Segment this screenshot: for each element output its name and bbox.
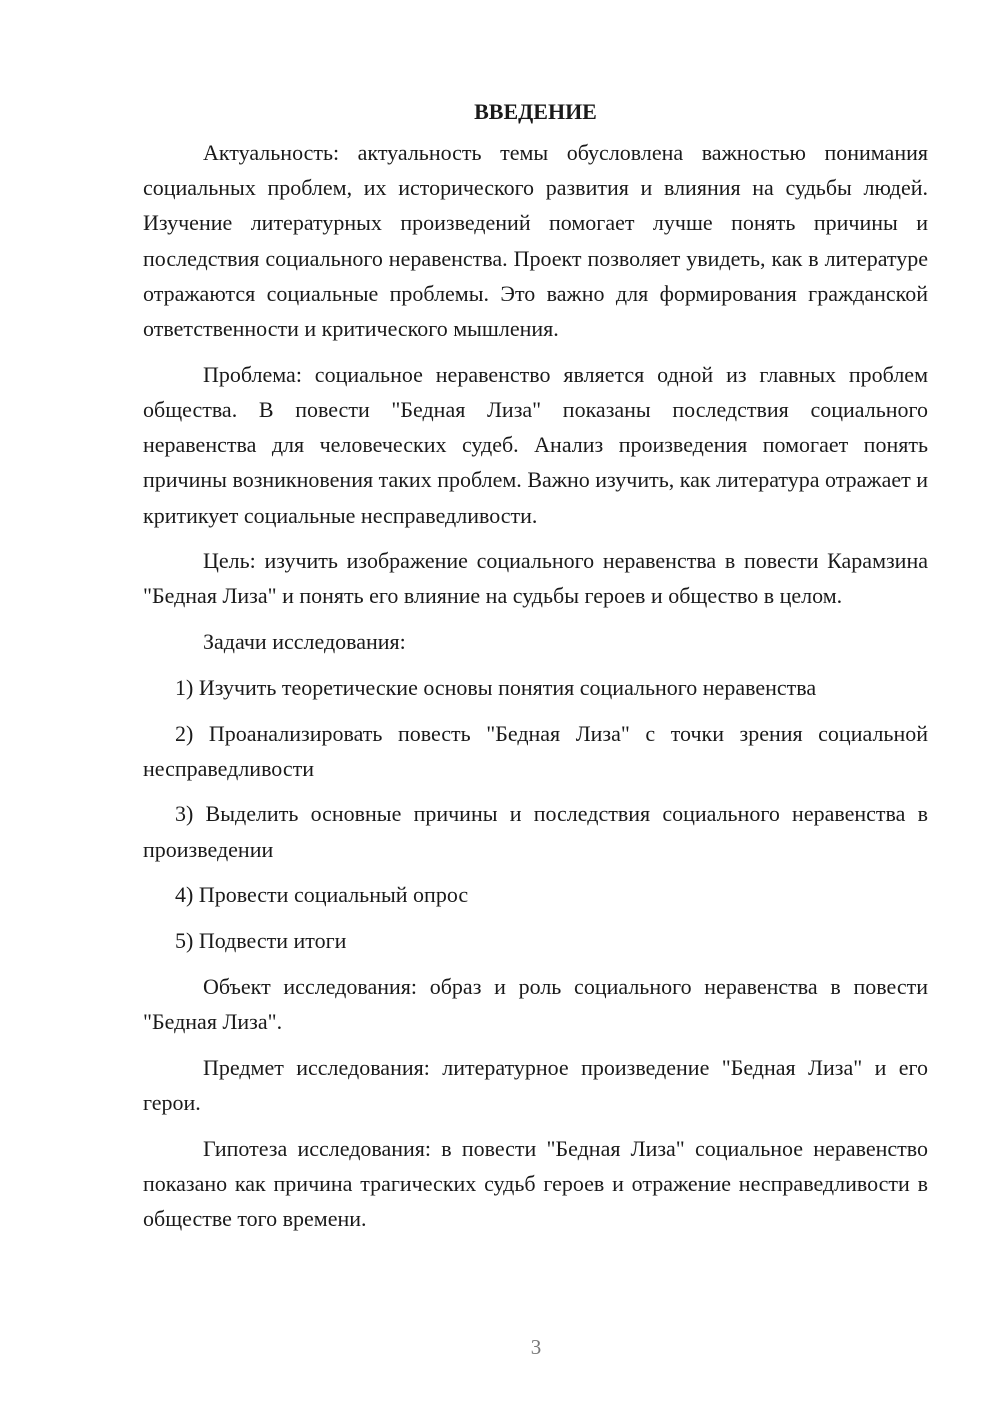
hypothesis-paragraph: Гипотеза исследования: в повести "Бедная Лиза" социальное неравенство показано как причина трагических судьб героев и отражение несправедливости в обществе того времени.: [143, 1135, 928, 1231]
subject-paragraph: Предмет исследования: литературное произведение "Бедная Лиза" и его герои.: [143, 1054, 928, 1115]
task-item-4: 4) Провести социальный опрос: [175, 882, 469, 908]
object-paragraph: Объект исследования: образ и роль социального неравенства в повести "Бедная Лиза".: [143, 973, 928, 1034]
task-item-3: 3) Выделить основные причины и последствия социального неравенства в произведении: [143, 801, 928, 862]
goal-paragraph: Цель: изучить изображение социального неравенства в повести Карамзина "Бедная Лиза" и понять его влияние на судьбы героев и общество в целом.: [143, 548, 928, 609]
document-page: [143, 94, 928, 1247]
task-item-5: 5) Подвести итоги: [175, 928, 347, 954]
tasks-title: Задачи исследования:: [203, 629, 406, 655]
task-item-2: 2) Проанализировать повесть "Бедная Лиза" с точки зрения социальной несправедливости: [143, 720, 928, 781]
relevance-paragraph: Актуальность: актуальность темы обусловлена важностью понимания социальных проблем, их исторического развития и влияния на судьбы людей. Изучение литературных произведений помогает лучше понять причины и последствия социального неравенства. Проект позволяет увидеть, как в литературе отражаются социальные проблемы. Это важно для формирования гражданской ответственности и критического мышления.: [143, 140, 928, 342]
section-heading: ВВЕДЕНИЕ: [474, 99, 597, 124]
page-number: 3: [530, 1335, 542, 1359]
problem-paragraph: Проблема: социальное неравенство является одной из главных проблем общества. В повести "Бедная Лиза" показаны последствия социального неравенства для человеческих судеб. Анализ произведения помогает понять причины возникновения таких проблем. Важно изучить, как литература отражает и критикует социальные несправедливости.: [143, 361, 928, 528]
task-item-1: 1) Изучить теоретические основы понятия социального неравенства: [175, 674, 817, 700]
